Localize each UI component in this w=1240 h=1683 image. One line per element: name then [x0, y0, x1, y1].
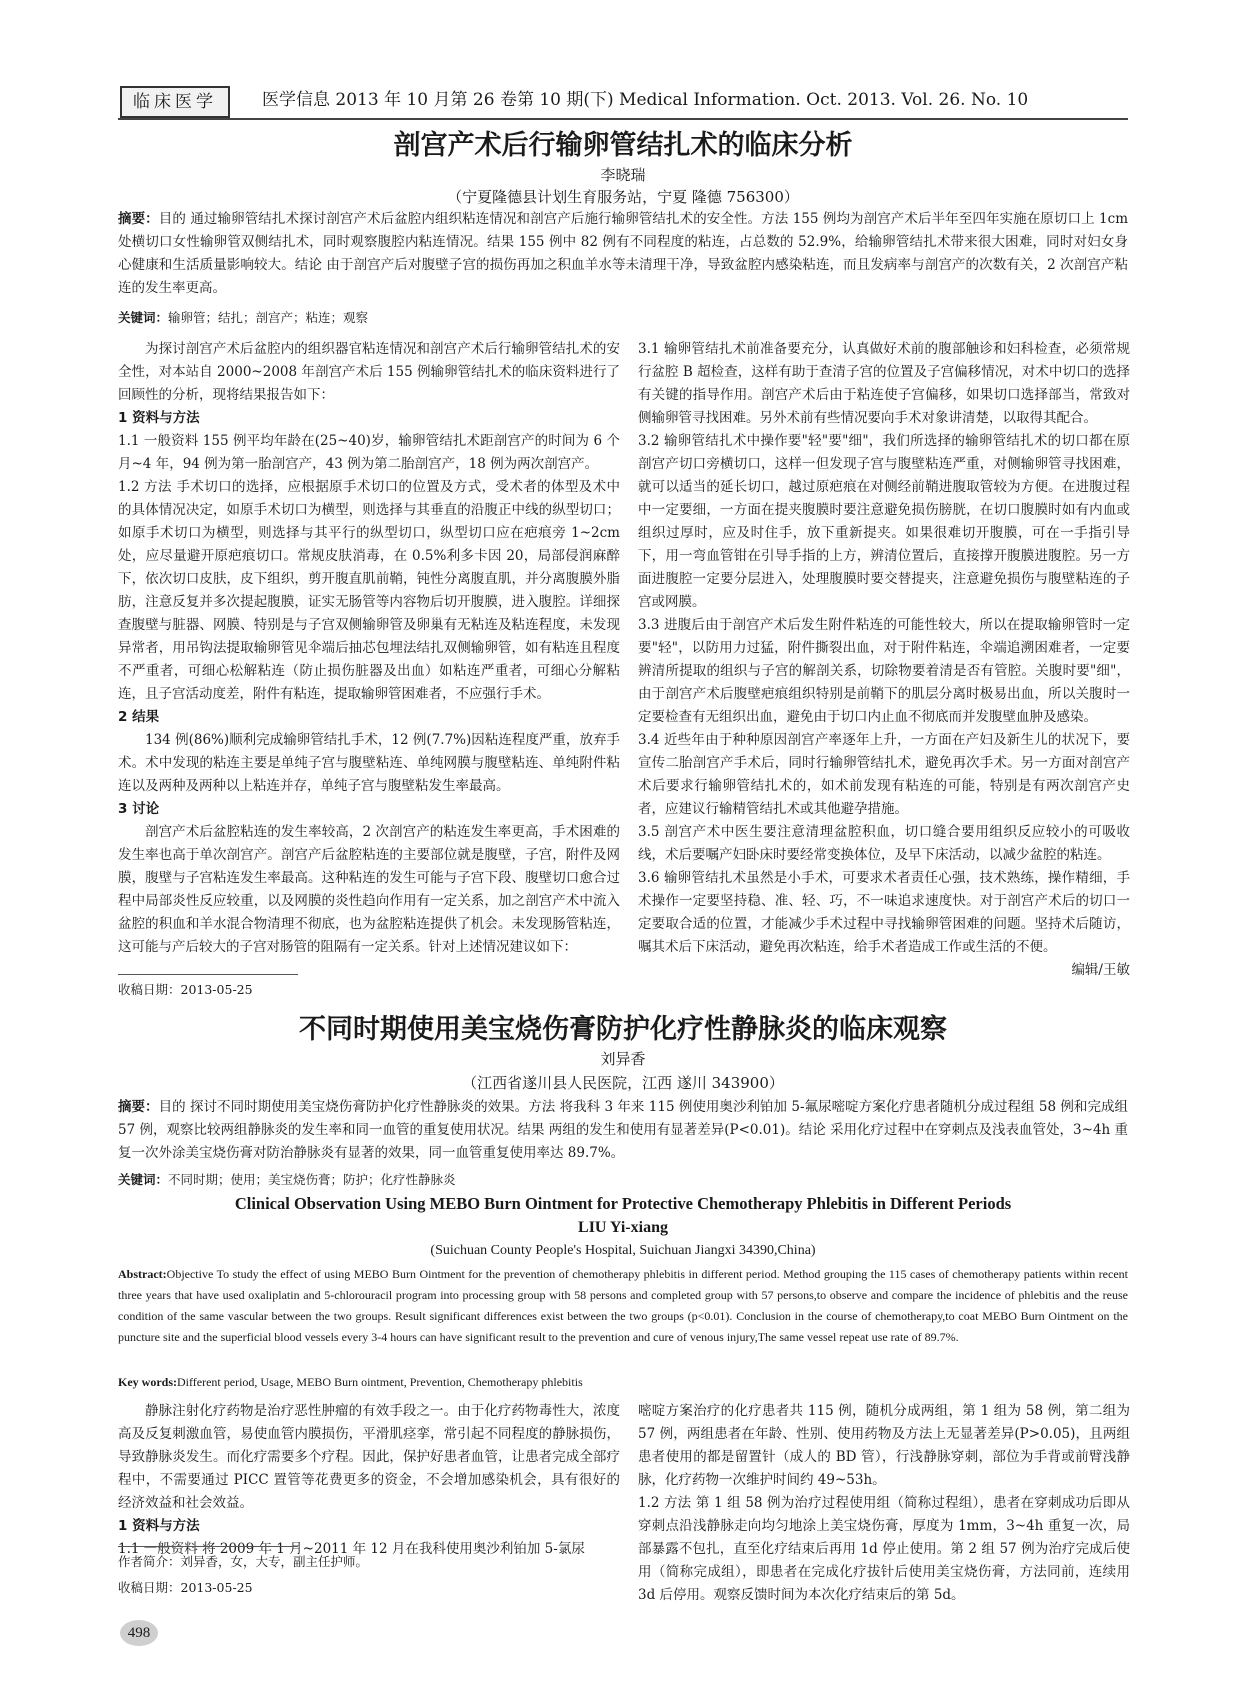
article1-received: 收稿日期：2013-05-25	[118, 982, 253, 997]
paragraph: 3.3 进腹后由于剖宫产术后发生附件粘连的可能性较大，所以在提取输卵管时一定要"轻"，以防用力过猛，附件撕裂出血，对于附件粘连，伞端追溯困难者，一定要辨清所提取的组织与子宫的解剖关系，切除物要着清是否有管腔。关腹时要"细"，由于剖宫产术后腹壁疤痕组织特别是前鞘下的肌层分离时极易出血，所以关腹时一定要检查有无组织出血，避免由于切口内止血不彻底而并发腹壁血肿及感染。	[638, 617, 1130, 725]
paragraph: 3.6 输卵管结扎术虽然是小手术，可要求术者责任心强，技术熟练，操作精细，手术操作一定要坚持稳、准、轻、巧，不一味追求速度快。对于剖宫产术后的切口一定要取合适的位置，才能减少手术过程中寻找输卵管困难的问题。坚持术后随访，嘱其术后下床活动，避免再次粘连，给手术者造成工作或生活的不便。	[638, 870, 1130, 955]
section-heading: 2 结果	[118, 709, 160, 725]
article2-title: 不同时期使用美宝烧伤膏防护化疗性静脉炎的临床观察	[299, 1014, 947, 1045]
paragraph: 1.2 方法 手术切口的选择，应根据原手术切口的位置及方式，受术者的体型及术中的具体情况决定，如原手术切口为横型，则选择与其垂直的沿腹正中线的纵型切口；如原手术切口为横型，则选择与其平行的纵型切口，纵型切口应在疤痕旁 1~2cm处，应尽量避开原疤痕切口。常规皮肤消毒，在 0.5%利多卡因 20，局部侵润麻醉下，依次切口皮肤，皮下组织，剪开腹直肌前鞘，钝性分离腹直肌，并分离腹膜外脂肪，注意反复并多次提起腹膜，证实无肠管等内容物后切开腹膜，进入腹腔。详细探查腹壁与脏器、网膜、特别是与子宫双侧输卵管及卵巢有无粘连及粘连程度，未发现异常者，用吊钩法提取输卵管见伞端后抽芯包埋法结扎双侧输卵管，如有粘连且程度不严重者，可细心松解粘连（防止损伤脏器及出血）如粘连严重者，可细心分解粘连，且子宫活动度差，附件有粘连，提取输卵管困难者，不应强行手术。	[118, 479, 620, 702]
article2-author-note: 作者简介：刘异香，女，大专，副主任护师。	[118, 1554, 369, 1569]
editor-credit: 编辑/王敏	[1071, 962, 1130, 978]
abstract-label: 摘要：	[118, 211, 159, 227]
paragraph: 3.4 近些年由于种种原因剖宫产率逐年上升，一方面在产妇及新生儿的状况下，要宣传二胎剖宫产手术后，同时行输卵管结扎术，避免再次手术。另一方面对剖宫产术后要求行输卵管结扎术的，如术前发现有粘连的可能，特别是有两次剖宫产史者，应建议行输精管结扎术或其他避孕措施。	[638, 732, 1130, 817]
abstract-text: Objective To study the effect of using MEBO Burn Ointment for the prevention of chemotherapy phlebitis in different period. Method grouping the 115 cases of chemotherapy patients within recent three years that have used oxaliplatin and 5-chlorouracil program into processing group with 58 persons and completed group with 57 persons,to observe and compare the incidence of phlebitis and the reuse condition of the same vascular between the two groups. Result significant differences exist between the two groups (p<0.01). Conclusion in the course of chemotherapy,to coat MEBO Burn Ointment on the puncture site and the superficial blood vessels every 3-4 hours can have significant result to the prevention and cure of venous injury,The same vessel repeat use rate of 89.7%.	[118, 1267, 1128, 1344]
article1-abstract	[118, 208, 1128, 300]
keywords-text: 输卵管；结扎；剖宫产；粘连；观察	[168, 310, 369, 325]
paragraph: 1.1 一般资料 155 例平均年龄在(25~40)岁，输卵管结扎术距剖宫产的时间为 6 个月~4 年，94 例为第一胎剖宫产，43 例为第二胎剖宫产，18 例为两次剖宫产。	[118, 433, 620, 472]
article1-right-column	[638, 338, 1130, 982]
section-tag: 临床医学	[120, 86, 230, 118]
footnote-rule	[118, 974, 298, 975]
article2-english-author: LIU Yi-xiang	[578, 1219, 668, 1236]
paragraph: 1.2 方法 第 1 组 58 例为治疗过程使用组（简称过程组），患者在穿刺成功后即从穿刺点沿浅静脉走向均匀地涂上美宝烧伤膏，厚度为 1mm，3~4h 重复一次，局部暴露不包扎，直至化疗结束后再用 1d 停止使用。第 2 组 57 例为治疗完成后使用（简称完成组），即患者在完成化疗拔针后使用美宝烧伤膏，方法同前，连续用 3d 后停用。观察反馈时间为本次化疗结束后的第 5d。	[638, 1495, 1130, 1603]
article2-right-column	[638, 1400, 1130, 1607]
keywords-label: Key words:	[118, 1375, 177, 1389]
abstract-label: 摘要：	[118, 1099, 159, 1115]
article2-author: 刘异香	[600, 1050, 646, 1068]
article1-title: 剖宫产术后行输卵管结扎术的临床分析	[393, 130, 853, 161]
article1-affiliation: （宁夏隆德县计划生育服务站，宁夏 隆德 756300）	[447, 188, 799, 206]
keywords-text: 不同时期；使用；美宝烧伤膏；防护；化疗性静脉炎	[168, 1172, 456, 1187]
abstract-text: 目的 探讨不同时期使用美宝烧伤膏防护化疗性静脉炎的效果。方法 将我科 3 年来 115 例使用奥沙利铂加 5-氟尿嘧啶方案化疗患者随机分成过程组 58 例和完成组 57 例，观察比较两组静脉炎的发生率和同一血管的重复使用状况。结果 两组的发生和使用有显著差异(P<0.01)。结论 采用化疗过程中在穿刺点及浅表血管处，3~4h 重复一次外涂美宝烧伤膏对防治静脉炎有显著的效果，同一血管重复使用率达 89.7%。	[118, 1099, 1129, 1161]
paragraph: 3.1 输卵管结扎术前准备要充分，认真做好术前的腹部触诊和妇科检查，必须常规行盆腔 B 超检查，这样有助于查清子宫的位置及子宫偏移情况，对术中切口的选择有关键的指导作用。剖宫产术后由于粘连使子宫偏移，如果切口选择部当，常致对侧输卵管寻找困难。另外术前有些情况要向手术对象讲清楚，以取得其配合。	[638, 341, 1130, 426]
article2-keywords	[118, 1168, 1128, 1192]
paragraph: 剖宫产术后盆腔粘连的发生率较高，2 次剖宫产的粘连发生率更高，手术困难的发生率也高于单次剖宫产。剖宫产后盆腔粘连的主要部位就是腹壁，子宫，附件及网膜，腹壁与子宫粘连发生率最高。这种粘连的发生可能与子宫下段、腹壁切口愈合过程中局部炎性反应较重，以及网膜的炎性趋向作用有一定关系，加之剖宫产术中流入盆腔的积血和羊水混合物清理不彻底，也为盆腔粘连提供了机会。未发现肠管粘连，这可能与产后较大的子宫对肠管的阻隔有一定关系。针对上述情况建议如下：	[118, 824, 620, 955]
article2-english-keywords	[118, 1372, 1128, 1393]
abstract-label: Abstract:	[118, 1267, 167, 1281]
article2-english-abstract	[118, 1264, 1128, 1348]
paragraph: 3.5 剖宫产术中医生要注意清理盆腔积血，切口缝合要用组织反应较小的可吸收线，术后要嘱产妇卧床时要经常变换体位，及早下床活动，以减少盆腔的粘连。	[638, 824, 1130, 863]
section-heading: 3 讨论	[118, 801, 160, 817]
paragraph: 嘧啶方案治疗的化疗患者共 115 例，随机分成两组，第 1 组为 58 例，第二组为 57 例，两组患者在年龄、性别、使用药物及方法上无显著差异(P>0.05)，且两组患者使用的都是留置针（成人的 BD 管），行浅静脉穿刺，部位为手背或前臂浅静脉，化疗药物一次维护时间约 49~53h。	[638, 1403, 1130, 1488]
paragraph: 1.1 一般资料 将 2009 年 1 月~2011 年 12 月在我科使用奥沙利铂加 5-氯尿	[118, 1541, 585, 1557]
article2-affiliation: （江西省遂川县人民医院，江西 遂川 343900）	[462, 1074, 784, 1092]
paragraph: 3.2 输卵管结扎术中操作要"轻"要"细"，我们所选择的输卵管结扎术的切口都在原剖宫产切口旁横切口，这样一但发现子宫与腹壁粘连严重，对侧输卵管寻找困难，就可以适当的延长切口，越过原疤痕在对侧经前鞘进腹取管较为方便。在进腹过程中一定要细，一方面在提夹腹膜时要注意避免损伤膀胱，在切口腹膜时如有内血或组织过厚时，应及时住手，放下重新提夹。如果很难切开腹膜，可在一手指引导下，用一弯血管钳在引导手指的上方，辨清位置后，直接撑开腹膜进腹腔。另一方面进腹腔一定要分层进入，处理腹膜时要交替提夹，注意避免损伤与腹壁粘连的子宫或网膜。	[638, 433, 1130, 610]
article2-english-title: Clinical Observation Using MEBO Burn Ointment for Protective Chemotherapy Phlebitis in Different Periods	[234, 1194, 1012, 1213]
keywords-text: Different period, Usage, MEBO Burn ointment, Prevention, Chemotherapy phlebitis	[177, 1375, 583, 1389]
article2-english-affiliation: (Suichuan County People's Hospital, Suichuan Jiangxi 34390,China)	[430, 1243, 816, 1258]
article1-keywords	[118, 306, 1128, 330]
article2-abstract	[118, 1096, 1128, 1165]
section-heading: 1 资料与方法	[118, 1518, 200, 1534]
article2-received: 收稿日期：2013-05-25	[118, 1580, 253, 1595]
header-rule	[118, 118, 1128, 120]
section-heading: 1 资料与方法	[118, 410, 200, 426]
article2-left-column	[118, 1400, 620, 1561]
keywords-label: 关键词：	[118, 1172, 169, 1187]
journal-header: 医学信息 2013 年 10 月第 26 卷第 10 期(下) Medical Information. Oct. 2013. Vol. 26. No. 10	[262, 90, 1029, 110]
article1-author: 李晓瑞	[600, 166, 646, 184]
paragraph: 134 例(86%)顺利完成输卵管结扎手术，12 例(7.7%)因粘连程度严重，放弃手术。术中发现的粘连主要是单纯子宫与腹壁粘连、单纯网膜与腹壁粘连、单纯附件粘连以及两种及两种以上粘连并存，单纯子宫与腹壁粘发生率最高。	[118, 732, 620, 794]
keywords-label: 关键词：	[118, 310, 169, 325]
page-number: 498	[120, 1620, 158, 1646]
footnote-rule	[118, 1546, 298, 1547]
paragraph: 为探讨剖宫产术后盆腔内的组织器官粘连情况和剖宫产术后行输卵管结扎术的安全性，对本站自 2000~2008 年剖宫产术后 155 例输卵管结扎术的临床资料进行了回顾性的分析，现将结果报告如下：	[118, 341, 620, 403]
abstract-text: 目的 通过输卵管结扎术探讨剖宫产术后盆腔内组织粘连情况和剖宫产后施行输卵管结扎术的安全性。方法 155 例均为剖宫产术后半年至四年实施在原切口上 1cm处横切口女性输卵管双侧结扎术，同时观察腹腔内粘连情况。结果 155 例中 82 例有不同程度的粘连，占总数的 52.9%，给输卵管结扎术带来很大困难，同时对妇女身心健康和生活质量影响较大。结论 由于剖宫产后对腹壁子宫的损伤再加之积血羊水等未清理干净，导致盆腔内感染粘连，而且发病率与剖宫产的次数有关，2 次剖宫产粘连的发生率更高。	[118, 211, 1129, 296]
article1-left-column	[118, 338, 620, 959]
paragraph: 静脉注射化疗药物是治疗恶性肿瘤的有效手段之一。由于化疗药物毒性大，浓度高及反复刺激血管，易使血管内膜损伤，平滑肌痉挛，常引起不同程度的静脉损伤，导致静脉炎发生。而化疗需要多个疗程。因此，保护好患者血管，让患者完成全部疗程中，不需要通过 PICC 置管等花费更多的资金，不会增加感染机会，具有很好的经济效益和社会效益。	[118, 1403, 620, 1511]
